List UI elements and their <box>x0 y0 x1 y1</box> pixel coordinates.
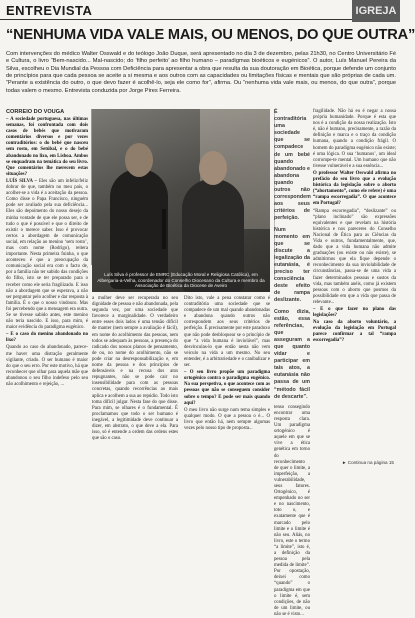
column-1 <box>6 109 88 459</box>
photo-caption: Luís Silva é professor de EMRC (Educação Moral e Religiosa Católica), em Albergaria-a-Velha, coordenador do Conselho Diocesano da Cultura e membro da Associação de Bioética da Diocese de Aveiro <box>97 272 265 289</box>
question-6: Na caso da aborto voluntário, a evolução da legislação em Portugal parece confirmar a tal “rampa escorregadia”? <box>313 320 396 344</box>
column-2-text: a mulher deve ser recuperada no seu dignidade de pessoa e não abandonada, pela segunda vez, por uma sociedade que favorece a marginalidade. O verdadeiro entre esses dois lados é uma tensão difícil de manter (nem sempre a avaliação é fácil), em nome do acolhimento das pessoas, nem todos se adequam às pessoas, a presença do radicado dos nossos planos de pensamento, de ou, no nome do acolhimento, não se pode criar na desresponsabilização e, em nome da pessoa e dos princípios de defensáveis e na recusa dos atos repugnantes, não se pode cair no insensibilidade para com as pessoas concretas, quando recorrências ao mais aplica e acolhem a sua ao repúdio. Todo isto toma difícil julgar. Nesta fase do que disse. Para mim, se olhares é o fundamental. É proclamamos que todo o ser humano é inegável, a legitimidade deve continuar a dizer, em abstrato, o que deve a ela. Para isso, só é entende a ordem das ordens estes que são o caso. <box>92 296 178 442</box>
column-3 <box>184 296 270 456</box>
section-badge: IGREJA <box>352 0 400 22</box>
lead-paragraph: Com intervenções do médico Walter Osswald e do teólogo João Duque, será apresentado no dia 3 de dezembro, pelas 21h30, no Centro Universitário Fé e Cultura, o livro “Bem-nascido... Mal-nascido; do ‘filho perfeito’ ao filho humano – paradigmas bioéticos e eugénicos”. O autor, Luís Manuel Pereira da Silva, escolheu o Dia Mundial da Pessoa com Deficiência para apresentar a obra que resulta da sua doutoração em Bioética, porque defende um conjunto de princípios para que cada pessoa se aceite a si mesma e aos outros com as capacidades ou limitações físicas e mentais que são próprias de cada um. “Perante a existência do outro, o que devo fazer é acolhê-lo, seja ele como for”, afirma. Ou “nenhuma vida vale mais, ou menos, do que outra”, porque todas valem o mesmo. Entrevista conduzida por Jorge Pires Ferreira. <box>6 51 396 94</box>
column-5-text: fragilidade. Não há eu é negar a nossa própria humanidade. Porque é esta que nos é a condição da nossa realização. Isto é, não é humano, precisamente, a razão da definição e marca e o traço da condição humana, quando a condição frágil. O homem do paradigma eugénico não existe; é uma lógica. O sua ‘humanos’, um ideal corrompe-te mental. Um humano que não tivesse vulnerável e a sua essência... <box>313 109 396 169</box>
answer-1-text: Eles são um infeliz/feliz dobrar de que, também no meu país, o acolher-se a vida é a aceitação da pessoa. Como disse o Papa Francisco, ninguém pode ser avaliado pela sua deficiência... Eles são depoimento do nosso desejo da minha vontade de que ele possa ser, e de tudo o que é possível e que o direito de existir o merece saber. Isso é provocar certos a abordagem de comunicação social, em relação ao menino ‘sem rosto’, mas com nome (Rodrigo), reitera importante. Nesta primeira fuinha, o que aconteceu é que a preocupação da comunicação social era com o facto de, por a família não ter sabido das condições do filho, isto se ter preparado para o receber como ele seria fragilizado. E isso não a abordagem que se esperava, a não ser perguntar pelo acolher e dar resposta à família. É o que o nosso vindouro. Mas foi percebendo que a mensagem era outra. Se se tivesse sabido antes, este menino não teria nascido. E isso, para mim, é maior evidência do paradigma eugénico. <box>6 178 88 331</box>
question-5: – E o que fazer no plano das legislações? <box>313 307 396 319</box>
column-4-text: tenso consegindo encontrar uma resposta clara. Um paradigma ortogénico é aquele em que se vive a ética genética em torno do reconhecimento de quer o limite, a imperfeição, a vulnerabilidade, seus fatores. Ortogénico, é empenhado no ser e no nascimento, toto o, e exatamente que é marcado pelo limite e o limite é não seu. Aliás, no livro, este o termo “a limite”, isto é, a definição da pessoa pela medida de limite”. Por opostação, deixei como “quando” o paradigma em que o limite é, sem condições, de não de um limite, ou não se é visto... <box>274 404 310 617</box>
section-label: ENTREVISTA <box>6 3 93 18</box>
photo-head-right <box>199 151 227 185</box>
answer-label: LUÍS SILVA – <box>6 178 38 184</box>
column-far-right <box>313 109 396 458</box>
photo-head-left <box>125 143 153 177</box>
page-header <box>0 0 400 22</box>
question-3: – O seu livro propõe um paradigma ortogénico contra o paradigma eugénico. Na sua perspetiva, o que acontece com as pessoas que não se conseguem consider sobre o tempo? E pode ser mais quando aqui? <box>184 370 270 406</box>
answer-3: O meu livro não surge num tema simples e qualquer modo. O que a pessoa o é... O livro que então há, nem sempre algumas vezes pelo nosso tipo de proposta... <box>184 407 270 431</box>
column-2 <box>92 296 178 456</box>
question-4: O professor Walter Osswald afirma no prefácio do seu livro que a evolução histórica da legislação sobre o aborto (“abortamento”, como ele refere) é uma “rampa escorregadia”. O que acontece em Portugal? <box>313 170 396 207</box>
continuation-note: ► Continua na página 15 <box>341 460 394 465</box>
question-1: – A sociedade portuguesa, nas últimas semanas, foi confrontada com dois casos de bebés que motivaram comentários diversos e por vezes contraditórios: o do bebé que nasceu sem rosto, em Setúbal, e o do bebé abandonado no lixo, em Lisboa. Ambos se enquadram na temática do seu livro. Que comentários lhe merecem estas situações? <box>6 117 88 177</box>
column-3-text: Dito isto, vale a pena constatar como é contraditória uma sociedade que se compadece de um mal quando abandonadas e abandona quando outros não correspondem aos seus critérios de perfeição. É precisamente por este paradoxo que não pode desbloquear se o princípio de que “a vida humana é inviolável”, mas desvinculas-lo que então nesta não vem veiculo na vida a um mesmo. No seu entender, é a arbitrariedade e o canibalizar e ser. <box>184 296 270 369</box>
pull-quote-2: Num momento em que se discute a legalização da eutanásia, é preciso ter consciência deste efeito de rampa deslizante. <box>274 226 310 304</box>
pull-quote-3: Como dizia, estão, essa referências, que asseguram a que quanto vidar e participar em tais atos, a eutanásia não passa de um “método fácil de descarte”. <box>274 308 310 400</box>
pull-quote-1: É contraditória uma sociedade que se compadece de um bebé quando abandonado e abandona quando outros não correspondem aos seus critérios de perfeição. <box>274 109 311 222</box>
answer-4: “Rampa escorregadia”, “deslizante” ou “plano inclinado” são expressões equivalentes e que revelam na história histórica e nos pareceres do Conselho Nacional de Ética para as Ciências da Vida e outros, fundamentalmente, que, dado que a vida humana não admite graduações (ou existe ou não existe), se admitirmos que ela fique depende o reconhecimento da sua inviolabilidade de circunstâncias, passa-se de uma vida a fazer determinados pessoas e sustos da vida, mas também anéis, como já existem pessoas com o aborto que posmos da possibilidade em que a vida que passa de relevante... <box>313 208 396 305</box>
answer-1 <box>6 179 88 331</box>
photo-microphone <box>162 209 166 249</box>
headline: “NENHUMA VIDA VALE MAIS, OU MENOS, DO QUE OUTRA” <box>6 27 415 43</box>
answer-2: Quando ao caso do abandonado, parece-me haver uma distração geralmente vigilante, criado. O ser humano é maior do que o seu erro. Por este motivo, há que reconhecer que olhar para aquela mãe que abandonou o seu filho indefeso pelo seu não acolhimento e rejeição, ... <box>6 345 88 388</box>
photo-person-left <box>110 169 168 289</box>
interview-photo <box>92 109 270 292</box>
interviewer-label: CORREIO DO VOUGA <box>6 109 65 115</box>
header-rule <box>0 19 352 20</box>
column-right <box>274 109 311 617</box>
question-2: – E o caso do menino abandonado no lixo? <box>6 332 88 344</box>
